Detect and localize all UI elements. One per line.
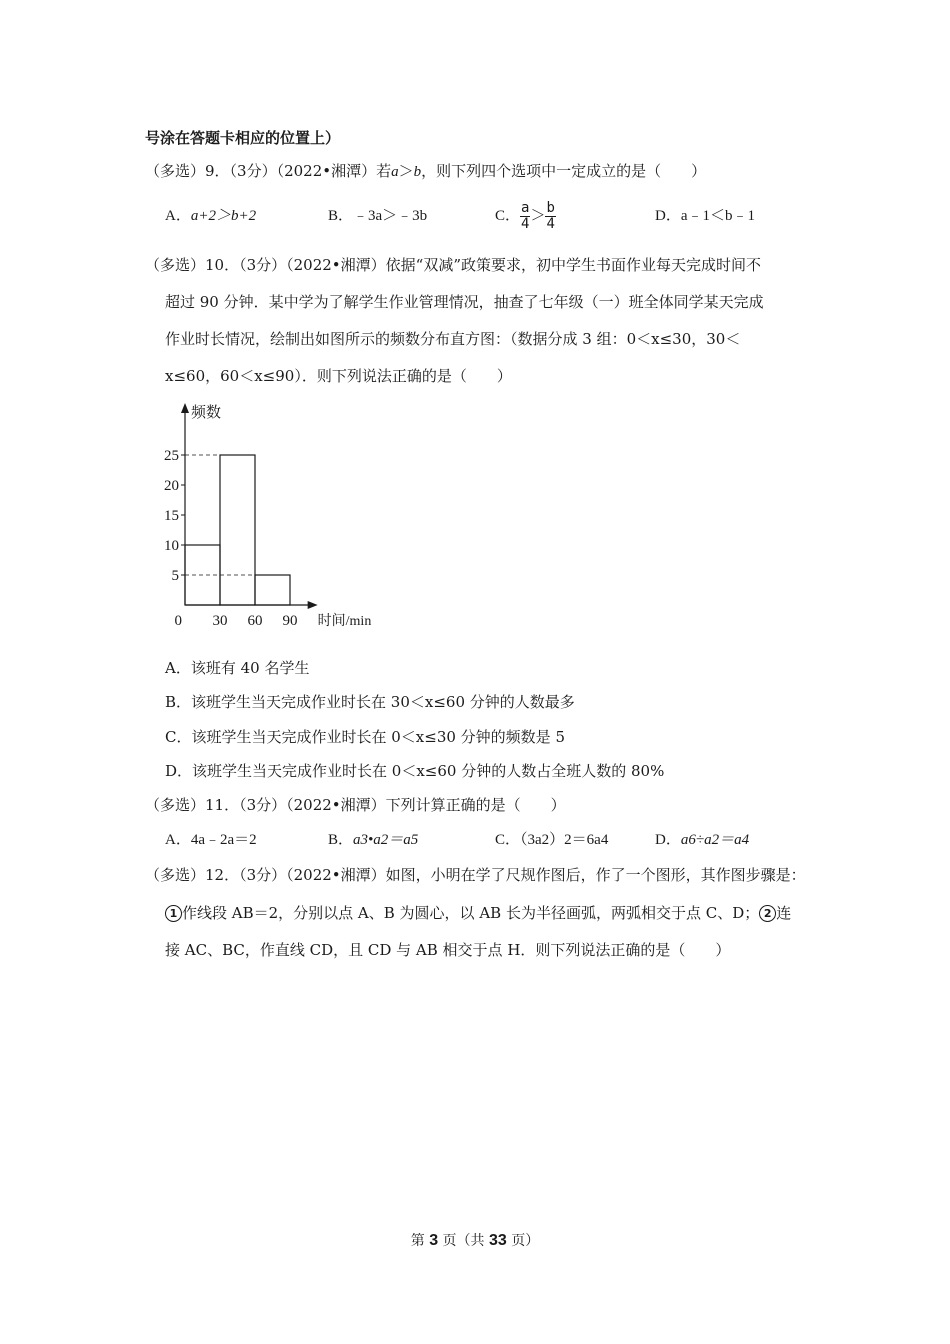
- option-label: C．: [495, 208, 521, 224]
- section-intro: 号涂在答题卡相应的位置上）: [145, 129, 341, 147]
- x-tick-label: 30: [212, 613, 228, 629]
- page-number: 3: [429, 1232, 439, 1249]
- option-label: C．: [495, 832, 521, 848]
- y-tick-label: 10: [164, 538, 179, 554]
- x-axis-arrow: [308, 601, 318, 609]
- bar: [255, 575, 290, 605]
- bar: [220, 455, 255, 605]
- footer-pre: 第: [410, 1233, 425, 1249]
- denominator: 4: [546, 216, 555, 233]
- q11-option-a: A．4a﹣2a＝2: [165, 832, 257, 848]
- q12-line-3: 接 AC、BC，作直线 CD，且 CD 与 AB 相交于点 H．则下列说法正确的是（ ）: [165, 941, 731, 959]
- relation: ＞: [530, 208, 546, 224]
- y-tick-label: 15: [164, 508, 179, 524]
- q10-line-3: 作业时长情况，绘制出如图所示的频数分布直方图：（数据分成 3 组：0＜x≤30，30＜: [165, 330, 741, 348]
- x-axis-label: 时间/min: [317, 614, 372, 629]
- total-pages: 33: [489, 1232, 507, 1249]
- q9-option-d: [655, 206, 755, 226]
- q12-line-1: （多选）12．（3分）（2022•湘潭）如图，小明在学了尺规作图后，作了一个图形，其作图步骤是：: [145, 866, 806, 884]
- denominator: 4: [521, 216, 530, 233]
- q10-option-c: C．该班学生当天完成作业时长在 0＜x≤30 分钟的频数是 5: [165, 728, 565, 746]
- q11-option-b: [328, 830, 418, 850]
- fraction-b-over-4: [545, 201, 555, 232]
- q12-step-2-text: 连: [776, 904, 792, 922]
- option-text: （3a2）2＝6a4: [520, 832, 609, 848]
- option-text: a3•a2＝a5: [353, 832, 419, 848]
- y-tick-label: 5: [171, 568, 179, 584]
- option-label: D．: [655, 208, 681, 224]
- footer-mid: 页（共: [442, 1233, 485, 1249]
- q12-line-2: [165, 903, 791, 923]
- fraction-a-over-4: [520, 201, 530, 232]
- option-label: B．: [328, 208, 354, 224]
- q10-line-2: 超过 90 分钟．某中学为了解学生作业管理情况，抽查了七年级（一）班全体同学某天完成: [165, 293, 764, 311]
- origin-label: 0: [174, 613, 182, 629]
- q9-var-a: a: [391, 164, 399, 180]
- q9-option-a: [165, 206, 256, 226]
- q10-line-4: x≤60，60＜x≤90）．则下列说法正确的是（ ）: [165, 367, 512, 385]
- y-tick-label: 25: [164, 448, 179, 464]
- q9-gt: ＞: [398, 162, 414, 180]
- q9-var-b: b: [413, 164, 422, 180]
- option-text: a﹣1＜b﹣1: [680, 208, 756, 224]
- q11-option-d: [655, 830, 749, 850]
- page-footer: [0, 1230, 950, 1250]
- option-label: B．: [328, 832, 354, 848]
- x-tick-label: 60: [247, 613, 263, 629]
- q9-head: （多选）9．（3分）（2022•湘潭）若: [145, 162, 392, 180]
- y-axis-arrow: [181, 403, 189, 413]
- q12-step-1-text: 作线段 AB＝2，分别以点 A、B 为圆心，以 AB 长为半径画弧，两弧相交于点 C、D；: [182, 904, 760, 922]
- numerator: a: [521, 200, 530, 217]
- q10-line-1: （多选）10．（3分）（2022•湘潭）依据“双减”政策要求，初中学生书面作业每天完成时间不: [145, 256, 761, 274]
- option-text: ﹣3a＞﹣3b: [353, 208, 428, 224]
- q9-option-c: [495, 200, 556, 232]
- q10-option-d: D．该班学生当天完成作业时长在 0＜x≤60 分钟的人数占全班人数的 80%: [165, 762, 665, 780]
- option-label: D．: [655, 832, 681, 848]
- y-axis-label: 频数: [191, 405, 222, 421]
- footer-post: 页）: [511, 1233, 540, 1249]
- q9-tail: ，则下列四个选项中一定成立的是（ ）: [421, 162, 707, 180]
- y-tick-label: 20: [164, 478, 179, 494]
- option-text: a6÷a2＝a4: [680, 832, 750, 848]
- q10-option-a: A．该班有 40 名学生: [165, 659, 310, 677]
- q9-option-b: [328, 206, 427, 226]
- option-label: A．: [165, 208, 191, 224]
- q11-option-c: [495, 830, 608, 850]
- frequency-histogram: [150, 390, 390, 640]
- step-1-marker: 1: [165, 905, 182, 922]
- q10-option-b: B．该班学生当天完成作业时长在 30＜x≤60 分钟的人数最多: [165, 693, 575, 711]
- option-text: a+2＞b+2: [190, 208, 257, 224]
- numerator: b: [546, 200, 555, 217]
- question-9-stem: [145, 161, 706, 182]
- q11-stem: （多选）11．（3分）（2022•湘潭）下列计算正确的是（ ）: [145, 796, 566, 814]
- step-2-marker: 2: [759, 905, 776, 922]
- x-tick-label: 90: [282, 613, 298, 629]
